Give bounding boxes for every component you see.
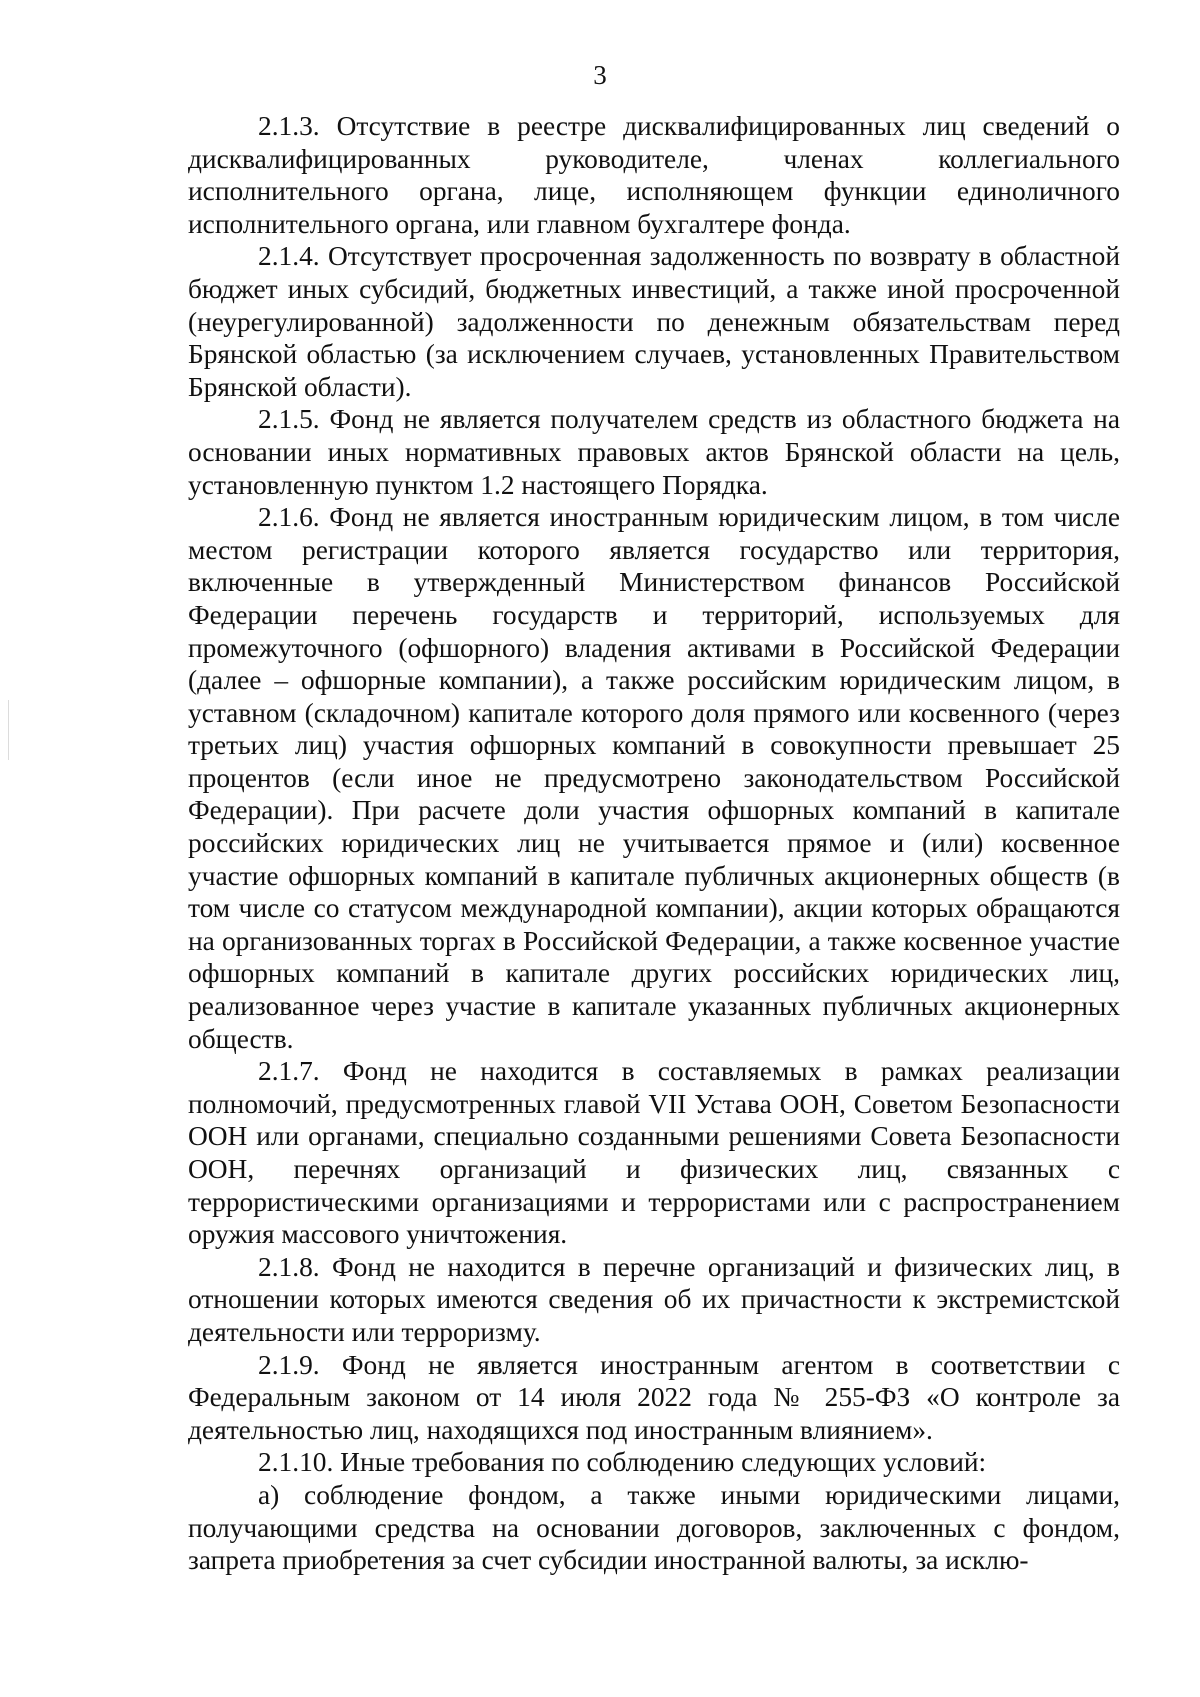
paragraph-2-1-4: 2.1.4. Отсутствует просроченная задолженность по возврату в областной бюджет иных субсидий, бюджетных инвестиций, а также иной просроченной (неурегулированной) задолженности по денежным обязательствам перед Брянской областью (за исключением случаев, установленных Правительством Брянской области).: [188, 241, 1120, 402]
paragraph-2-1-5: 2.1.5. Фонд не является получателем средств из областного бюджета на основании иных нормативных правовых актов Брянской области на цель, установленную пунктом 1.2 настоящего Порядка.: [188, 404, 1120, 500]
paragraph-2-1-10-a: а) соблюдение фондом, а также иными юридическими лицами, получающими средства на основании договоров, заключенных с фондом, запрета приобретения за счет субсидии иностранной валюты, за исклю-: [188, 1479, 1120, 1576]
paragraph-2-1-6: 2.1.6. Фонд не является иностранным юридическим лицом, в том числе местом регистрации которого является государство или территория, включенные в утвержденный Министерством финансов Российской Федерации перечень государств и территорий, используемых для промежуточного (офшорного) владения активами в Российской Федерации (далее – офшорные компании), а также российским юридическим лицом, в уставном (складочном) капитале которого доля прямого или косвенного (через третьих лиц) участия офшорных компаний в совокупности превышает 25 процентов (если иное не предусмотрено законодательством Российской Федерации). При расчете доли участия офшорных компаний в капитале российских юридических лиц не учитывается прямое и (или) косвенное участие офшорных компаний в капитале публичных акционерных обществ (в том числе со статусом международной компании), акции которых обращаются на организованных торгах в Российской Федерации, а также косвенное участие офшорных компаний в капитале других российских юридических лиц, реализованное через участие в капитале указанных публичных акционерных обществ.: [188, 502, 1120, 1054]
paragraph-2-1-7: 2.1.7. Фонд не находится в составляемых в рамках реализации полномочий, предусмотренных главой VII Устава ООН, Советом Безопасности ООН или органами, специально созданными решениями Совета Безопасности ООН, перечнях организаций и физических лиц, связанных с террористическими организациями и террористами или с распространением оружия массового уничтожения.: [188, 1056, 1120, 1250]
scan-edge-mark: [8, 700, 9, 760]
paragraph-2-1-3: 2.1.3. Отсутствие в реестре дисквалифицированных лиц сведений о дисквалифицированных руководителе, членах коллегиального исполнительного органа, лице, исполняющем функции единоличного исполнительного органа, или главном бухгалтере фонда.: [188, 111, 1120, 239]
paragraph-2-1-9: 2.1.9. Фонд не является иностранным агентом в соответствии с Федеральным законом от 14 июля 2022 года № 255-ФЗ «О контроле за деятельностью лиц, находящихся под иностранным влиянием».: [188, 1349, 1120, 1445]
page-number: 3: [593, 60, 607, 90]
paragraph-2-1-10: 2.1.10. Иные требования по соблюдению следующих условий:: [258, 1447, 987, 1478]
paragraph-2-1-8: 2.1.8. Фонд не находится в перечне организаций и физических лиц, в отношении которых имеются сведения об их причастности к экстремистской деятельности или терроризму.: [188, 1251, 1120, 1347]
document-body: [188, 110, 1120, 1577]
